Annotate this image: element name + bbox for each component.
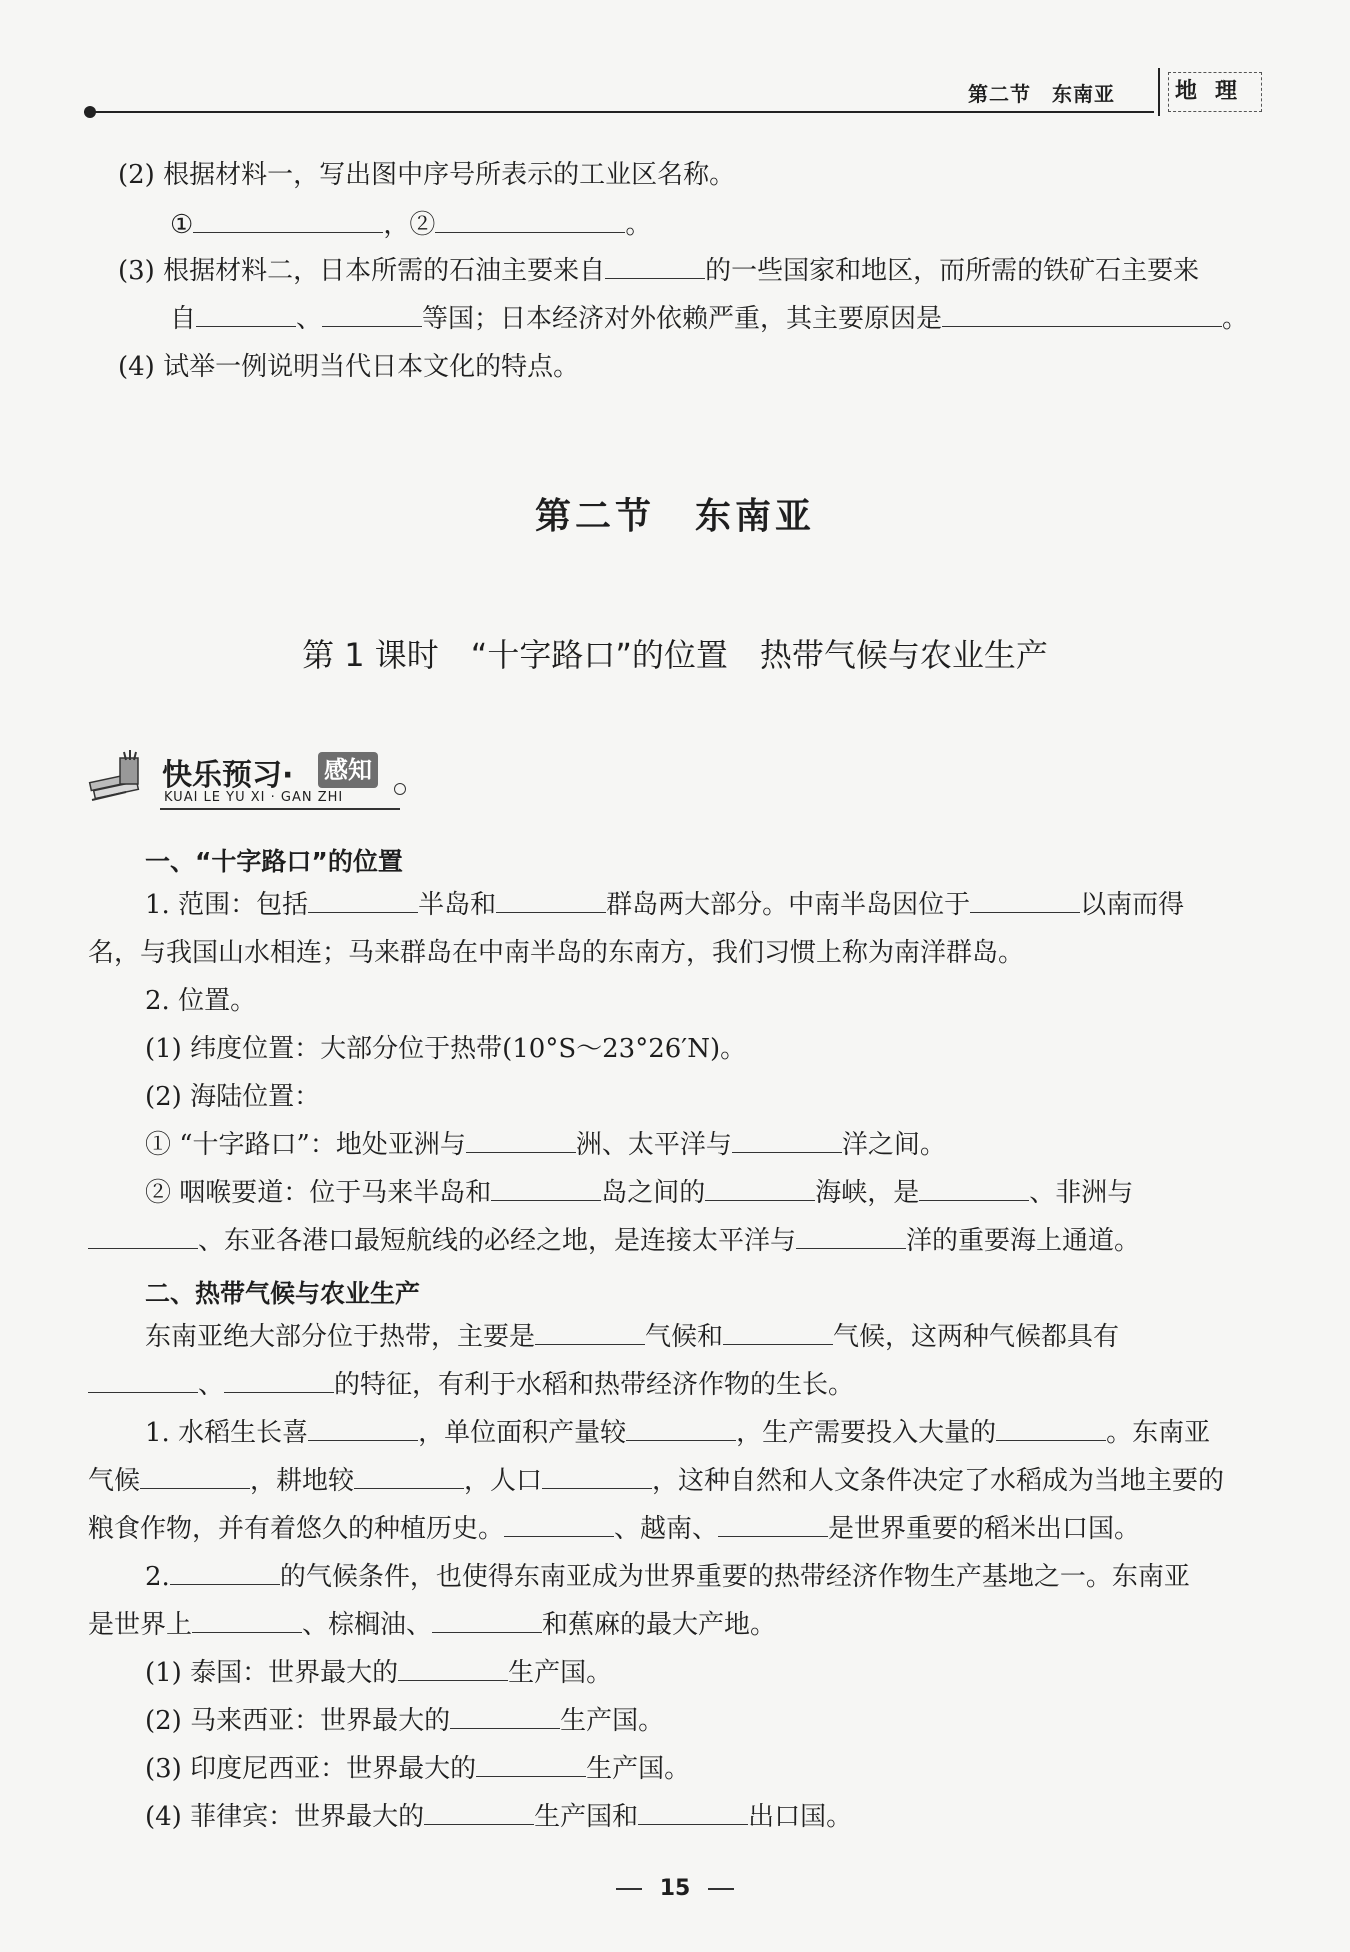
part1-item1-cont: 名，与我国山水相连；马来群岛在中南半岛的东南方，我们习惯上称为南洋群岛。 [88, 938, 1025, 968]
part1-strait: ② 咽喉要道：位于马来半岛和 岛之间的 海峡，是 、非洲与 [145, 1178, 1134, 1208]
answer-blank[interactable] [192, 1610, 302, 1633]
part2-rice-1: 1. 水稻生长喜 ，单位面积产量较 ，生产需要投入大量的 。东南亚 [145, 1418, 1211, 1448]
answer-blank[interactable] [496, 890, 606, 913]
preview-underline [160, 808, 400, 810]
header-rule [84, 111, 1154, 113]
answer-blank[interactable] [432, 1610, 542, 1633]
answer-blank[interactable] [796, 1226, 906, 1249]
answer-blank[interactable] [626, 1418, 736, 1441]
answer-blank[interactable] [919, 1178, 1029, 1201]
answer-blank[interactable] [308, 890, 418, 913]
part2-rice-2: 气候 ，耕地较 ，人口 ，这种自然和人文条件决定了水稻成为当地主要的 [88, 1466, 1225, 1496]
answer-blank[interactable] [996, 1418, 1106, 1441]
part2-malaysia: (2) 马来西亚：世界最大的 生产国。 [145, 1706, 665, 1736]
answer-blank[interactable] [88, 1370, 198, 1393]
answer-blank[interactable] [170, 1562, 280, 1585]
preview-pinyin: KUAI LE YU XI · GAN ZHI [164, 790, 344, 805]
part1-sea-land: (2) 海陆位置： [145, 1082, 321, 1112]
page-number-dash [708, 1888, 734, 1890]
part1-heading: 一、“十字路口”的位置 [145, 847, 403, 876]
answer-blank[interactable] [535, 1322, 645, 1345]
part2-rice-3: 粮食作物，并有着悠久的种植历史。 、越南、 是世界重要的稻米出口国。 [88, 1514, 1141, 1544]
answer-blank[interactable] [196, 304, 296, 327]
preview-title: 快乐预习· [162, 758, 294, 793]
answer-blank[interactable] [605, 256, 705, 279]
part1-item1: 1. 范围：包括 半岛和 群岛两大部分。中南半岛因位于 以南而得 [145, 890, 1185, 920]
answer-blank[interactable] [424, 1802, 534, 1825]
part2-thailand: (1) 泰国：世界最大的 生产国。 [145, 1658, 613, 1688]
part2-philippines: (4) 菲律宾：世界最大的 生产国和 出口国。 [145, 1802, 853, 1832]
answer-blank[interactable] [476, 1754, 586, 1777]
question-2: (2) 根据材料一，写出图中序号所表示的工业区名称。 [118, 160, 736, 190]
part1-item2: 2. 位置。 [145, 986, 257, 1016]
answer-blank[interactable] [942, 304, 1222, 327]
answer-blank[interactable] [322, 304, 422, 327]
part2-heading: 二、热带气候与农业生产 [145, 1279, 421, 1308]
answer-blank[interactable] [732, 1130, 842, 1153]
part1-strait-cont: 、东亚各港口最短航线的必经之地，是连接太平洋与 洋的重要海上通道。 [88, 1226, 1140, 1256]
answer-blank[interactable] [723, 1322, 833, 1345]
question-3-cont: 自 、 等国；日本经济对外依赖严重，其主要原因是 。 [170, 304, 1249, 334]
part2-indonesia: (3) 印度尼西亚：世界最大的 生产国。 [145, 1754, 691, 1784]
answer-blank[interactable] [140, 1466, 250, 1489]
books-pencil-icon [86, 748, 150, 804]
part1-latitude: (1) 纬度位置：大部分位于热带(10°S～23°26′N)。 [145, 1034, 747, 1064]
part2-cash-crops-2: 是世界上 、棕榈油、 和蕉麻的最大产地。 [88, 1610, 777, 1640]
question-2-answer-line: ① ，② 。 [170, 210, 652, 240]
answer-blank[interactable] [435, 210, 625, 233]
answer-blank[interactable] [542, 1466, 652, 1489]
preview-pin-icon [394, 783, 406, 795]
answer-blank[interactable] [224, 1370, 334, 1393]
answer-blank[interactable] [970, 890, 1080, 913]
page-number: 15 [0, 1876, 1350, 1901]
answer-blank[interactable] [88, 1226, 198, 1249]
part1-crossroads: ① “十字路口”：地处亚洲与 洲、太平洋与 洋之间。 [145, 1130, 946, 1160]
part2-cash-crops-1: 2. 的气候条件，也使得东南亚成为世界重要的热带经济作物生产基地之一。东南亚 [145, 1562, 1190, 1592]
answer-blank[interactable] [638, 1802, 748, 1825]
question-4: (4) 试举一例说明当代日本文化的特点。 [118, 352, 580, 382]
answer-blank[interactable] [354, 1466, 464, 1489]
answer-blank[interactable] [504, 1514, 614, 1537]
page-number-dash [616, 1888, 642, 1890]
section-title: 第二节 东南亚 [534, 496, 815, 537]
answer-blank[interactable] [398, 1658, 508, 1681]
question-3: (3) 根据材料二，日本所需的石油主要来自 的一些国家和地区，而所需的铁矿石主要来 [118, 256, 1200, 286]
answer-blank[interactable] [718, 1514, 828, 1537]
header-divider [1158, 68, 1160, 116]
running-header-subject: 地理 [1168, 72, 1262, 112]
answer-blank[interactable] [450, 1706, 560, 1729]
running-header-section: 第二节 东南亚 [968, 82, 1115, 106]
part2-intro: 东南亚绝大部分位于热带，主要是 气候和 气候，这两种气候都具有 [145, 1322, 1120, 1352]
part2-intro-cont: 、 的特征，有利于水稻和热带经济作物的生长。 [88, 1370, 854, 1400]
answer-blank[interactable] [466, 1130, 576, 1153]
answer-blank[interactable] [308, 1418, 418, 1441]
lesson-title: 第 1 课时 “十字路口”的位置 热带气候与农业生产 [302, 636, 1048, 674]
answer-blank[interactable] [705, 1178, 815, 1201]
preview-tag: 感知 [318, 752, 378, 788]
answer-blank[interactable] [193, 210, 383, 233]
answer-blank[interactable] [491, 1178, 601, 1201]
